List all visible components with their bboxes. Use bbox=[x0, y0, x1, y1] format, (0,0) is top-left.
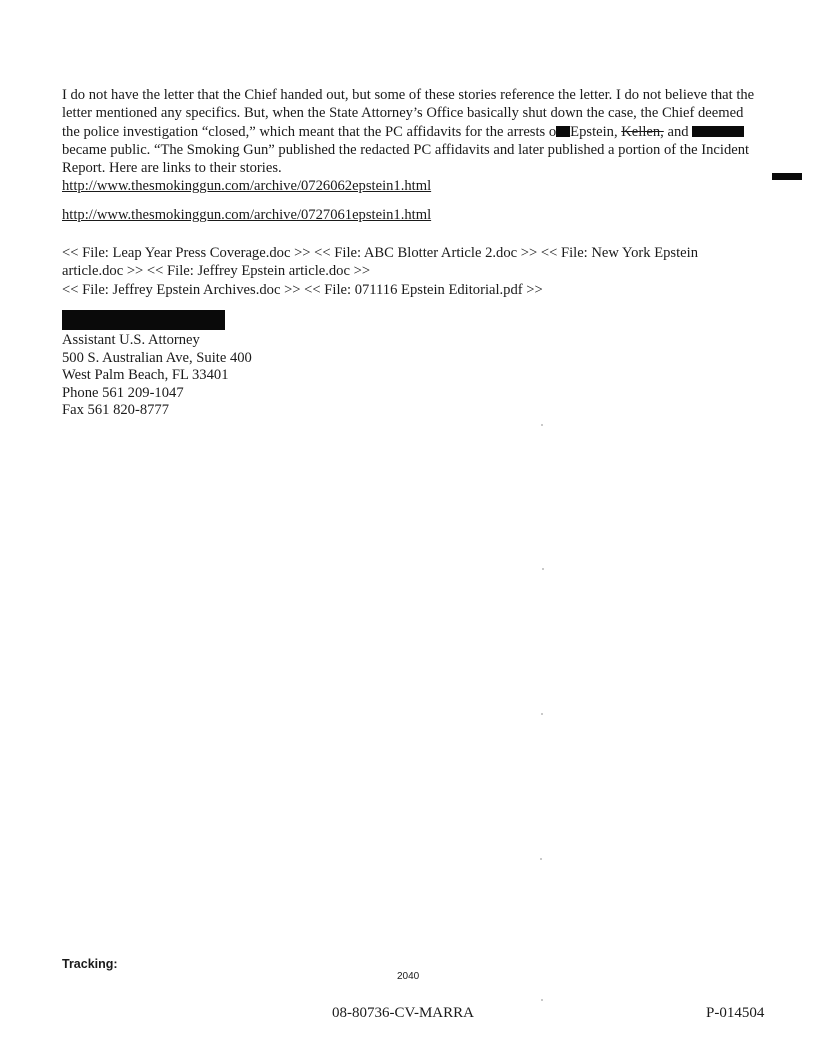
redaction-inline-1 bbox=[556, 126, 570, 137]
email-body bbox=[62, 86, 762, 196]
tracking-label: Tracking: bbox=[62, 957, 118, 971]
smoking-gun-link-2[interactable]: http://www.thesmokinggun.com/archive/0727061epstein1.html bbox=[62, 207, 432, 223]
smoking-gun-link-2-row bbox=[62, 207, 431, 224]
scan-speck bbox=[541, 424, 543, 426]
smoking-gun-link-1[interactable]: http://www.thesmokinggun.com/archive/0726062epstein1.html bbox=[62, 178, 432, 195]
body-text-part-d: became public. “The Smoking Gun” published the redacted PC affidavits and later published a portion of the Incident Report. Here are links to their stories. bbox=[62, 141, 750, 177]
case-number: 08-80736-CV-MARRA bbox=[332, 1005, 474, 1021]
signature-title: Assistant U.S. Attorney bbox=[62, 332, 200, 348]
signature-phone: Phone 561 209-1047 bbox=[62, 384, 184, 401]
attachments-line-1[interactable]: << File: Leap Year Press Coverage.doc >> << File: ABC Blotter Article 2.doc >> << File: New York Epstein article.doc >> << File: Jeffrey Epstein article.doc >> bbox=[62, 245, 698, 280]
page-number: 2040 bbox=[397, 971, 420, 982]
signature-address-line-1: 500 S. Australian Ave, Suite 400 bbox=[62, 349, 252, 366]
redaction-mark-margin bbox=[772, 173, 802, 180]
body-text-part-b: Epstein, bbox=[570, 123, 622, 140]
signature-address-line-2: West Palm Beach, FL 33401 bbox=[62, 367, 229, 383]
redaction-inline-2 bbox=[692, 126, 744, 137]
scan-speck bbox=[540, 858, 542, 860]
body-text-part-a: I do not have the letter that the Chief handed out, but some of these stories reference the letter. I do not believe that the letter mentioned any specifics. But, when the State Attorney’s Office basically shut down the case, the Chief deemed the police investigation “closed,” which meant that the PC affidavits for the arrests o bbox=[62, 87, 755, 140]
redaction-sender-name bbox=[62, 310, 225, 330]
attachments-list bbox=[62, 244, 762, 299]
body-text-part-c: and bbox=[663, 123, 693, 140]
signature-fax: Fax 561 820-8777 bbox=[62, 402, 170, 418]
bates-number: P-014504 bbox=[706, 1005, 765, 1021]
scan-speck bbox=[541, 999, 543, 1001]
scan-speck bbox=[542, 568, 544, 570]
attachments-line-2[interactable]: << File: Jeffrey Epstein Archives.doc >> << File: 071116 Epstein Editorial.pdf >> bbox=[62, 281, 543, 298]
signature-block bbox=[62, 332, 252, 420]
struck-name: Kellen, bbox=[621, 123, 664, 140]
body-paragraph bbox=[62, 86, 762, 196]
scan-speck bbox=[541, 713, 543, 715]
